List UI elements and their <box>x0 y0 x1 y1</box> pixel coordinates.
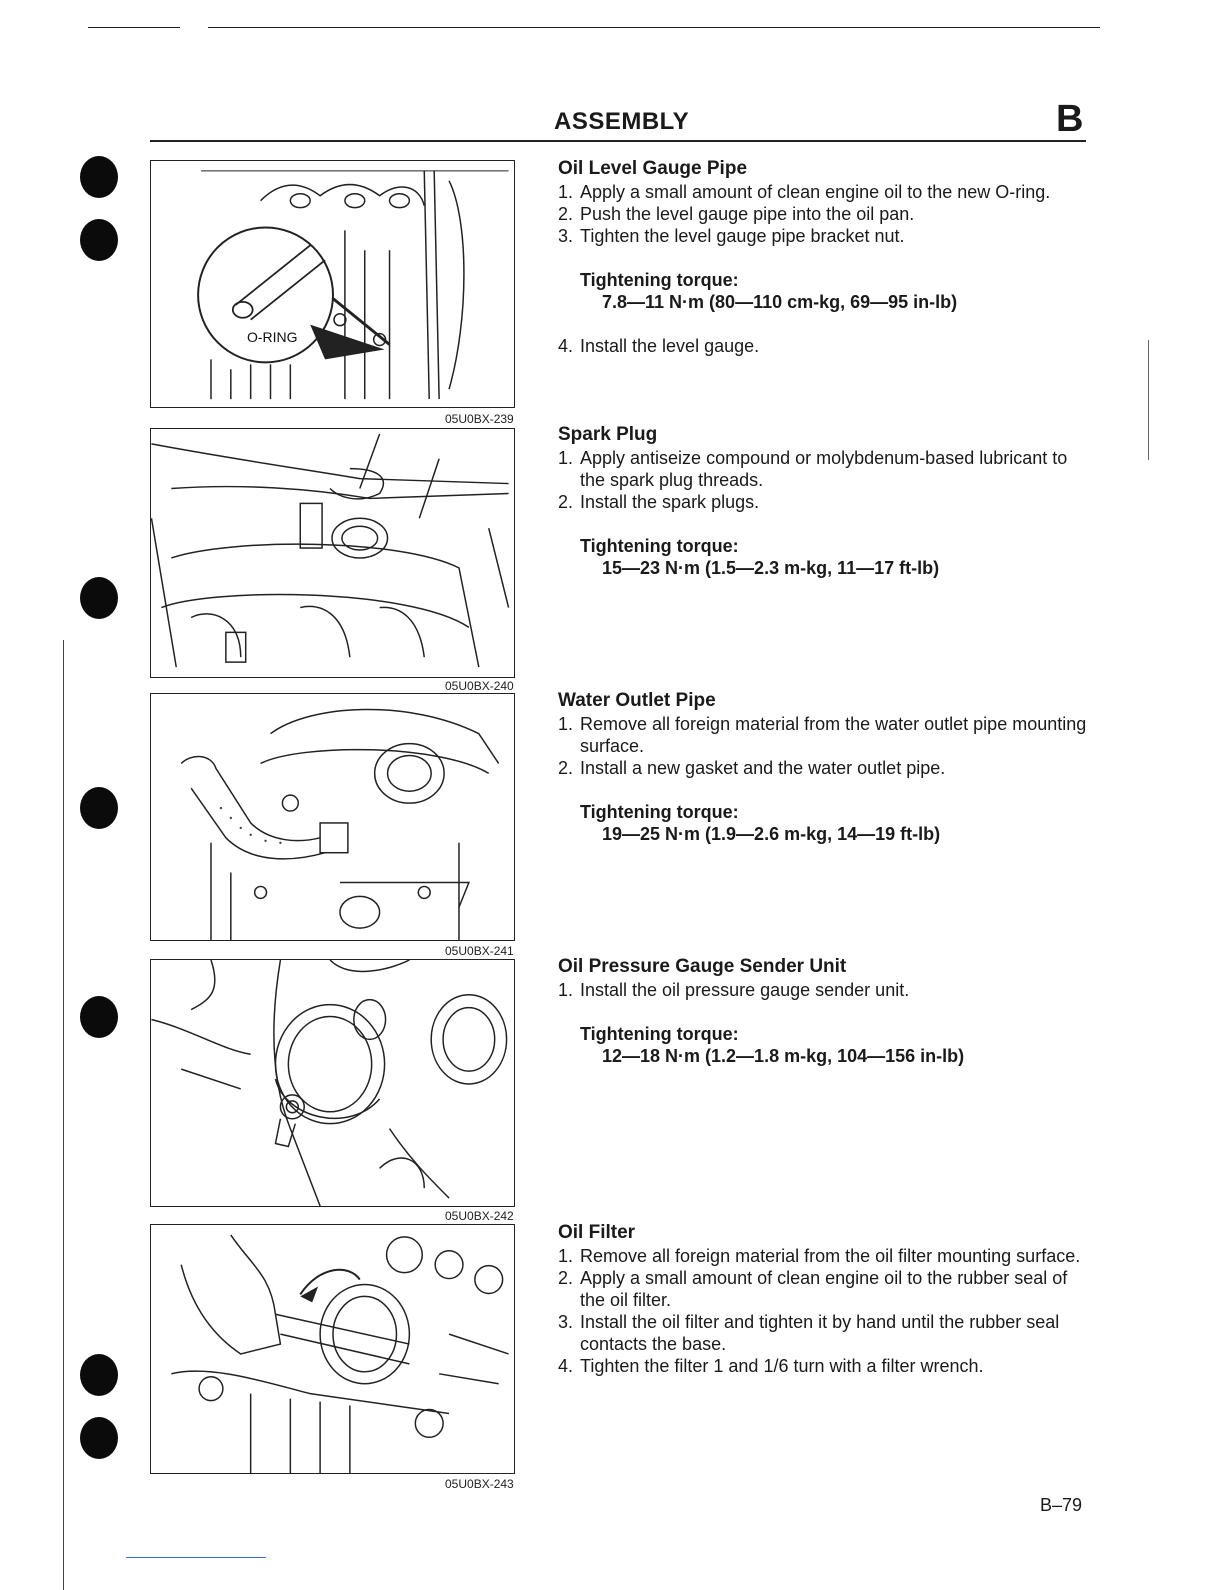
torque-value: 15—23 N·m (1.5—2.3 m-kg, 11—17 ft-lb) <box>602 558 940 578</box>
torque-spec <box>580 535 1088 579</box>
step-item <box>558 447 1088 491</box>
step-text: Remove all foreign material from the oil filter mounting surface. <box>580 1246 1081 1266</box>
step-number: 1. <box>558 980 574 1000</box>
step-text: Tighten the level gauge pipe bracket nut. <box>580 226 905 246</box>
binding-hole <box>80 1354 118 1396</box>
step-item <box>558 225 1088 247</box>
torque-spec <box>580 269 1088 313</box>
footer-link-rule <box>126 1557 266 1558</box>
section-oil-filter <box>558 1222 1088 1377</box>
step-number: 1. <box>558 182 574 202</box>
step-number: 3. <box>558 1312 574 1332</box>
step-item <box>558 713 1088 757</box>
torque-spec <box>580 1023 1088 1067</box>
step-list <box>558 713 1088 779</box>
binding-hole <box>80 1417 118 1459</box>
water-outlet-illustration <box>151 694 514 940</box>
step-number: 2. <box>558 204 574 224</box>
section-title: Spark Plug <box>558 424 658 445</box>
step-text: Install the oil filter and tighten it by hand until the rubber seal contacts the base. <box>580 1312 1060 1354</box>
section-title: Water Outlet Pipe <box>558 690 716 711</box>
figure-oil-level-gauge-pipe <box>150 160 515 408</box>
step-text: Tighten the filter 1 and 1/6 turn with a filter wrench. <box>580 1356 984 1376</box>
step-text: Push the level gauge pipe into the oil pan. <box>580 204 915 224</box>
torque-label: Tightening torque: <box>580 802 739 822</box>
section-title: Oil Level Gauge Pipe <box>558 158 748 179</box>
step-item <box>558 757 1088 779</box>
step-text: Install the level gauge. <box>580 336 760 356</box>
page-title: ASSEMBLY <box>554 108 690 135</box>
figure-water-outlet-pipe <box>150 693 515 941</box>
torque-label: Tightening torque: <box>580 270 739 290</box>
figure-spark-plug <box>150 428 515 678</box>
binding-hole <box>80 996 118 1038</box>
torque-label: Tightening torque: <box>580 1024 739 1044</box>
figure-code: 05U0BX-241 <box>445 944 514 958</box>
header-rule <box>150 140 1086 142</box>
binding-hole <box>80 156 118 198</box>
engine-oring-illustration <box>151 161 514 407</box>
step-text: Remove all foreign material from the water outlet pipe mounting surface. <box>580 714 1087 756</box>
right-margin-mark <box>1148 340 1149 460</box>
oil-pressure-sender-illustration <box>151 960 514 1206</box>
step-list <box>558 979 1088 1001</box>
section-oil-pressure-sender <box>558 956 1088 1067</box>
step-item <box>558 1355 1088 1377</box>
figure-code: 05U0BX-239 <box>445 412 514 426</box>
step-text: Apply a small amount of clean engine oil to the new O-ring. <box>580 182 1051 202</box>
step-item <box>558 1267 1088 1311</box>
step-item <box>558 491 1088 513</box>
torque-label: Tightening torque: <box>580 536 739 556</box>
o-ring-label: O-RING <box>247 329 298 345</box>
step-number: 2. <box>558 1268 574 1288</box>
step-item <box>558 979 1088 1001</box>
figure-code: 05U0BX-240 <box>445 679 514 693</box>
oil-filter-illustration <box>151 1225 514 1473</box>
torque-value: 12—18 N·m (1.2—1.8 m-kg, 104—156 in-lb) <box>602 1046 965 1066</box>
page-number: B–79 <box>1040 1495 1083 1515</box>
section-title: Oil Filter <box>558 1222 636 1243</box>
step-list <box>558 447 1088 513</box>
step-number: 1. <box>558 714 574 734</box>
binding-hole <box>80 219 118 261</box>
binding-hole <box>80 787 118 829</box>
step-number: 4. <box>558 1356 574 1376</box>
top-rule-left <box>88 27 180 28</box>
step-text: Install the oil pressure gauge sender unit. <box>580 980 910 1000</box>
step-number: 3. <box>558 226 574 246</box>
section-title: Oil Pressure Gauge Sender Unit <box>558 956 847 977</box>
section-water-outlet-pipe <box>558 690 1088 845</box>
torque-value: 19—25 N·m (1.9—2.6 m-kg, 14—19 ft-lb) <box>602 824 941 844</box>
section-oil-level-gauge-pipe <box>558 158 1088 357</box>
top-rule-right <box>208 27 1100 28</box>
figure-code: 05U0BX-243 <box>445 1477 514 1491</box>
step-number: 2. <box>558 758 574 778</box>
step-number: 1. <box>558 1246 574 1266</box>
step-text: Install the spark plugs. <box>580 492 760 512</box>
step-list <box>558 181 1088 247</box>
step-item <box>558 335 1088 357</box>
step-number: 4. <box>558 336 574 356</box>
section-spark-plug <box>558 424 1088 579</box>
step-text: Apply a small amount of clean engine oil to the rubber seal of the oil filter. <box>580 1268 1068 1310</box>
step-item <box>558 203 1088 225</box>
margin-line <box>63 640 64 1590</box>
binding-hole <box>80 577 118 619</box>
chapter-letter: B <box>1056 98 1084 140</box>
figure-oil-filter <box>150 1224 515 1474</box>
step-list <box>558 335 1088 357</box>
step-text: Install a new gasket and the water outlet pipe. <box>580 758 946 778</box>
step-item <box>558 1311 1088 1355</box>
spark-plug-illustration <box>151 429 514 677</box>
figure-code: 05U0BX-242 <box>445 1209 514 1223</box>
step-item <box>558 181 1088 203</box>
step-list <box>558 1245 1088 1377</box>
step-number: 2. <box>558 492 574 512</box>
figure-oil-pressure-sender <box>150 959 515 1207</box>
torque-value: 7.8—11 N·m (80—110 cm-kg, 69—95 in-lb) <box>602 292 958 312</box>
torque-spec <box>580 801 1088 845</box>
step-item <box>558 1245 1088 1267</box>
step-text: Apply antiseize compound or molybdenum-based lubricant to the spark plug threads. <box>580 448 1068 490</box>
step-number: 1. <box>558 448 574 468</box>
